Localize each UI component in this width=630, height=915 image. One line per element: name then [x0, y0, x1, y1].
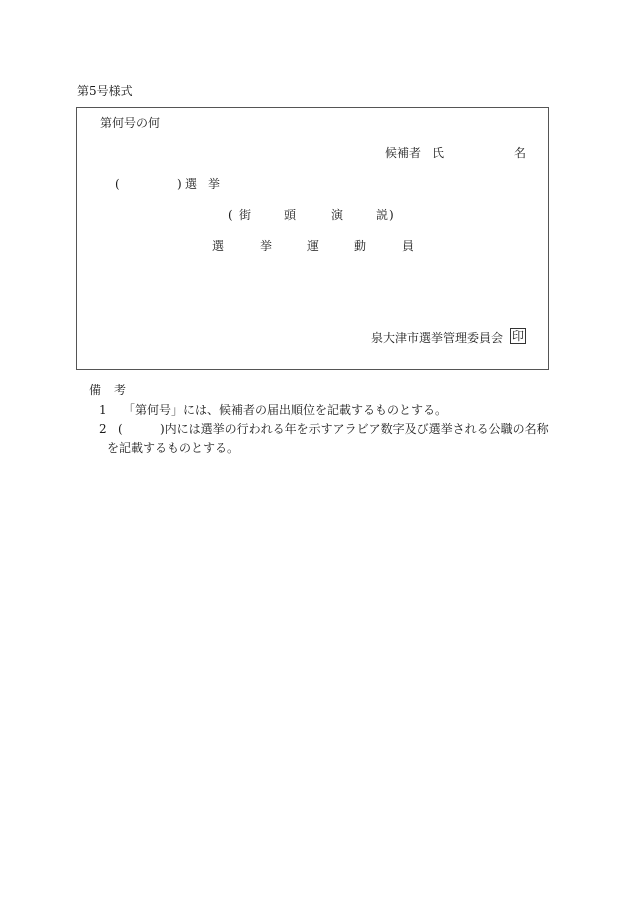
speech-char: 演: [331, 208, 344, 222]
speech-paren-close: ): [389, 208, 394, 222]
form-title: 第5号様式: [77, 84, 133, 98]
candidate-name-shi: 氏: [432, 146, 445, 160]
staff-char: 員: [402, 239, 415, 253]
speech-char: 街: [239, 208, 252, 222]
candidate-label: 候補者: [385, 146, 422, 160]
staff-char: 運: [307, 239, 320, 253]
number-label: 第何号の何: [100, 116, 161, 130]
speech-char: 頭: [284, 208, 297, 222]
candidate-name-mei: 名: [514, 146, 527, 160]
election-char: 挙: [208, 177, 221, 191]
note-number: 1: [99, 403, 107, 417]
committee-name: 泉大津市選挙管理委員会: [371, 331, 504, 345]
election-char: 選: [185, 177, 198, 191]
note-number: 2: [99, 422, 107, 436]
remarks-heading-char: 考: [114, 383, 127, 397]
staff-char: 動: [354, 239, 367, 253]
note-text: )内には選挙の行われる年を示すアラビア数字及び選挙される公職の名称: [160, 422, 549, 436]
remarks-heading-char: 備: [89, 383, 102, 397]
election-paren-open: (: [115, 177, 120, 191]
seal-stamp: 印: [511, 329, 524, 343]
staff-char: 選: [212, 239, 225, 253]
note-text: 「第何号」には、候補者の届出順位を記載するものとする。: [123, 403, 448, 417]
note-text-continuation: を記載するものとする。: [107, 441, 240, 455]
election-paren-close: ): [177, 177, 182, 191]
note-paren-open: (: [118, 422, 123, 436]
speech-paren-open: (: [228, 208, 233, 222]
speech-char: 説: [376, 208, 389, 222]
staff-char: 挙: [260, 239, 273, 253]
